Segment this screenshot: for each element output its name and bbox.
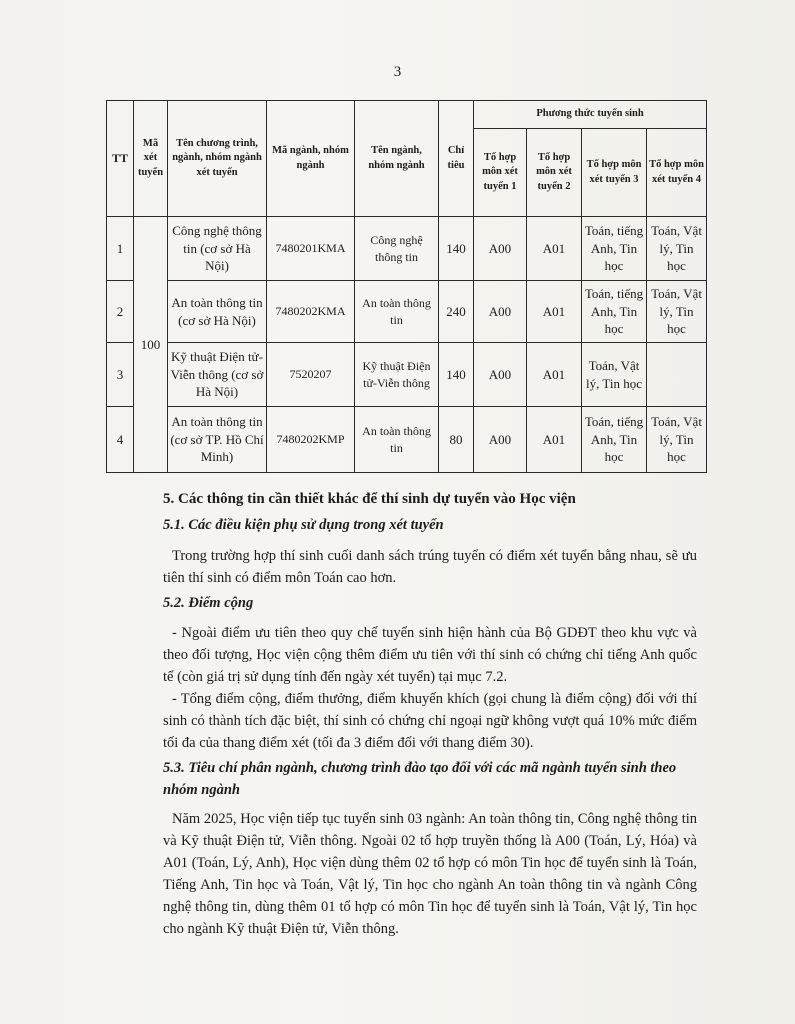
cell-program: An toàn thông tin (cơ sở TP. Hồ Chí Minh) (168, 407, 267, 473)
cell-code: 7480201KMA (267, 217, 355, 281)
header-to-hop-2: Tổ hợp môn xét tuyển 2 (527, 129, 582, 217)
page-number: 3 (393, 64, 402, 80)
paragraph: Năm 2025, Học viện tiếp tục tuyển sinh 03 ngành: An toàn thông tin, Công nghệ thông tin và Kỹ thuật Điện tử, Viễn thông. Ngoài 02 tổ hợp truyền thống là A00 (Toán, Lý, Hóa) và A01 (Toán, Lý, Anh), Học viện dùng thêm 02 tổ hợp có môn Tin học để tuyển sinh là Toán, Tiếng Anh, Tin học và Toán, Vật lý, Tin học cho ngành An toàn thông tin và ngành Công nghệ thông tin, dùng thêm 01 tổ hợp có môn Tin học để tuyển sinh là Toán, Vật lý, Tin học cho ngành Kỹ thuật Điện tử, Viễn thông. (163, 811, 697, 937)
cell-quota: 80 (439, 407, 474, 473)
header-ma-xet-tuyen: Mã xét tuyển (134, 101, 168, 217)
cell-major: Công nghệ thông tin (355, 217, 439, 281)
cell-c1: A00 (474, 217, 527, 281)
cell-code: 7520207 (267, 343, 355, 407)
cell-c1: A00 (474, 343, 527, 407)
cell-program: Công nghệ thông tin (cơ sở Hà Nội) (168, 217, 267, 281)
table-row (107, 281, 707, 343)
cell-major: An toàn thông tin (355, 407, 439, 473)
admission-table (106, 100, 707, 473)
header-ten-nganh: Tên ngành, nhóm ngành (355, 101, 439, 217)
cell-tt: 2 (107, 281, 134, 343)
header-to-hop-4: Tổ hợp môn xét tuyển 4 (647, 129, 707, 217)
cell-code: 7480202KMA (267, 281, 355, 343)
header-ma-nganh: Mã ngành, nhóm ngành (267, 101, 355, 217)
cell-program: An toàn thông tin (cơ sở Hà Nội) (168, 281, 267, 343)
cell-c2: A01 (527, 343, 582, 407)
header-tt: TT (107, 101, 134, 217)
section-5-title: 5. Các thông tin cần thiết khác để thí sinh dự tuyển vào Học viện (163, 491, 576, 507)
cell-c4: Toán, Vật lý, Tin học (647, 281, 707, 343)
cell-c4: Toán, Vật lý, Tin học (647, 217, 707, 281)
section-5-3-text (163, 808, 697, 940)
cell-tt: 4 (107, 407, 134, 473)
section-5-3-title: 5.3. Tiêu chí phân ngành, chương trình đào tạo đối với các mã ngành tuyển sinh theo nhóm ngành (163, 760, 677, 798)
cell-code: 7480202KMP (267, 407, 355, 473)
cell-c3: Toán, Vật lý, Tin học (582, 343, 647, 407)
cell-c2: A01 (527, 281, 582, 343)
table-row (107, 217, 707, 281)
cell-c4: Toán, Vật lý, Tin học (647, 407, 707, 473)
header-ten-chuong-trinh: Tên chương trình, ngành, nhóm ngành xét tuyển (168, 101, 267, 217)
cell-c3: Toán, tiếng Anh, Tin học (582, 281, 647, 343)
cell-tt: 1 (107, 217, 134, 281)
cell-c1: A00 (474, 281, 527, 343)
header-to-hop-3: Tổ hợp môn xét tuyển 3 (582, 129, 647, 217)
header-phuong-thuc: Phương thức tuyển sinh (474, 101, 707, 129)
cell-tt: 3 (107, 343, 134, 407)
cell-c3: Toán, tiếng Anh, Tin học (582, 217, 647, 281)
cell-ma-xet-tuyen: 100 (134, 217, 168, 473)
cell-c4 (647, 343, 707, 407)
cell-quota: 240 (439, 281, 474, 343)
section-5-2-text (163, 622, 697, 754)
header-chi-tieu: Chỉ tiêu (439, 101, 474, 217)
paragraph: - Tổng điểm cộng, điểm thưởng, điểm khuyến khích (gọi chung là điểm cộng) đối với thí sinh có thành tích đặc biệt, thí sinh có chứng chỉ ngoại ngữ không vượt quá 10% mức điểm tối đa của thang điểm xét (tối đa 3 điểm đối với thang điểm 30). (163, 691, 697, 751)
header-to-hop-1: Tổ hợp môn xét tuyển 1 (474, 129, 527, 217)
section-5-1-title: 5.1. Các điều kiện phụ sử dụng trong xét tuyển (163, 517, 444, 533)
section-5-2-title: 5.2. Điểm cộng (163, 595, 254, 611)
section-5-1-text (163, 545, 697, 589)
paragraph: - Ngoài điểm ưu tiên theo quy chế tuyển sinh hiện hành của Bộ GDĐT theo khu vực và theo đối tượng, Học viện cộng thêm điểm ưu tiên với thí sinh có chứng chỉ tiếng Anh quốc tế (còn giá trị sử dụng tính đến ngày xét tuyển) tại mục 7.2. (163, 625, 697, 685)
cell-quota: 140 (439, 217, 474, 281)
cell-c2: A01 (527, 407, 582, 473)
cell-major: An toàn thông tin (355, 281, 439, 343)
cell-c1: A00 (474, 407, 527, 473)
cell-quota: 140 (439, 343, 474, 407)
cell-program: Kỹ thuật Điện tử-Viễn thông (cơ sở Hà Nội) (168, 343, 267, 407)
paragraph: Trong trường hợp thí sinh cuối danh sách trúng tuyển có điểm xét tuyển bằng nhau, sẽ ưu tiên thí sinh có điểm môn Toán cao hơn. (163, 548, 697, 586)
table-row (107, 343, 707, 407)
table-row (107, 407, 707, 473)
cell-major: Kỹ thuật Điện tử-Viễn thông (355, 343, 439, 407)
cell-c2: A01 (527, 217, 582, 281)
cell-c3: Toán, tiếng Anh, Tin học (582, 407, 647, 473)
